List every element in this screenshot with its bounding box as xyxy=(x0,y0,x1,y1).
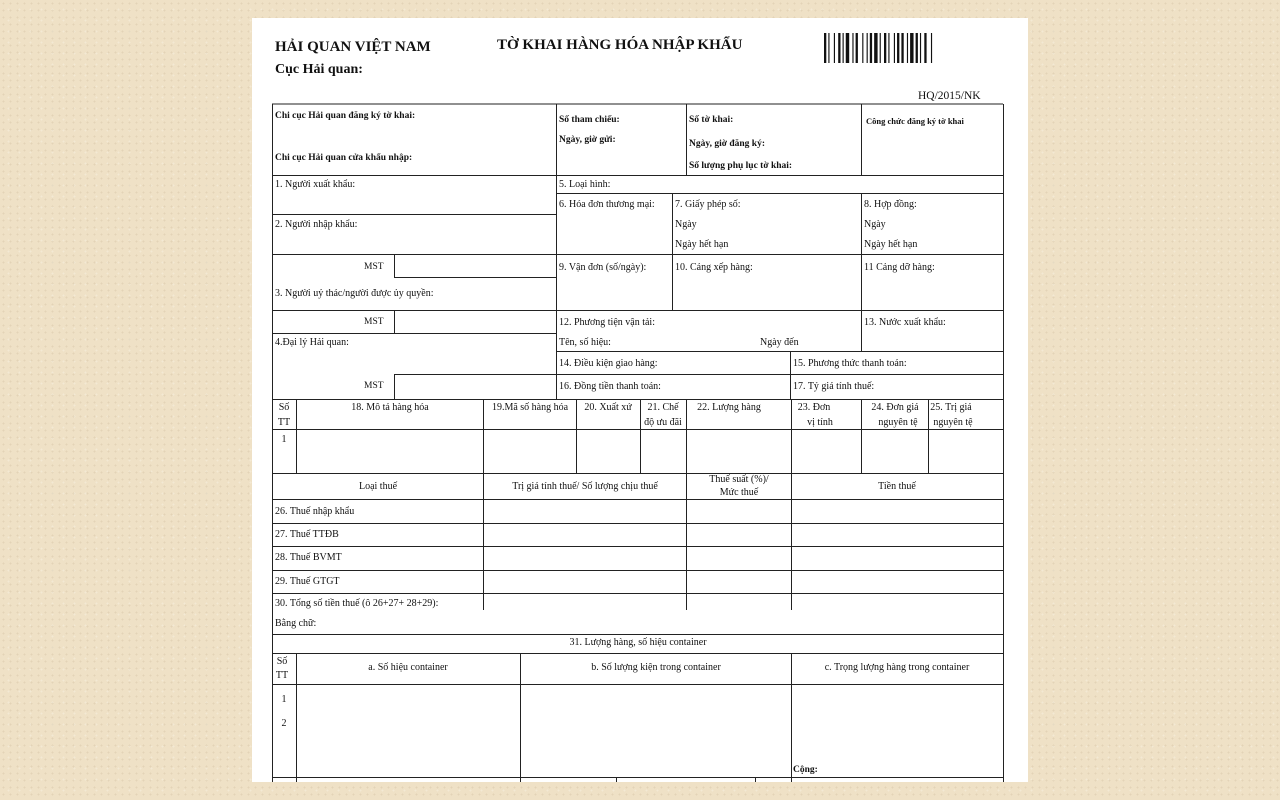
tax-rate-header-1: Thuế suất (%)/ xyxy=(709,474,769,485)
amount-in-words-label: Bằng chữ: xyxy=(275,618,317,629)
goods-no-header-2: TT xyxy=(277,417,291,428)
unit-price-header-2: nguyên tệ xyxy=(878,417,918,428)
barcode-bar xyxy=(901,33,903,63)
quantity-header: 22. Lượng hàng xyxy=(697,402,761,413)
importer-label: 2. Người nhập khẩu: xyxy=(275,219,358,230)
container-number-header: a. Số hiệu container xyxy=(368,662,448,673)
exporter-label: 1. Người xuất khẩu: xyxy=(275,179,356,190)
barcode-bar xyxy=(931,33,932,63)
barcode-bar xyxy=(880,33,881,63)
form-title: TỜ KHAI HÀNG HÓA NHẬP KHẨU xyxy=(497,37,743,53)
container-weight-header: c. Trọng lượng hàng trong container xyxy=(824,662,970,673)
value-header-2: nguyên tệ xyxy=(933,417,973,428)
barcode-bar xyxy=(824,33,826,63)
invoice-label: 6. Hóa đơn thương mại: xyxy=(559,199,655,210)
authorized-tax-code-label: MST xyxy=(364,317,384,327)
contract-date-label: Ngày xyxy=(864,219,886,230)
license-date-label: Ngày xyxy=(675,219,697,230)
container-row-2: 2 xyxy=(281,718,287,729)
barcode-bar xyxy=(856,33,858,63)
barcode-graphic xyxy=(824,33,990,63)
form-code: HQ/2015/NK xyxy=(918,90,981,102)
barcode-bar xyxy=(862,33,863,63)
goods-row-number: 1 xyxy=(281,434,287,445)
barcode-bar xyxy=(884,33,886,63)
barcode-bar xyxy=(916,33,918,63)
barcode-bar xyxy=(874,33,877,63)
container-sum-label: Cộng: xyxy=(793,765,818,775)
unit-header-2: vị tính xyxy=(807,417,833,428)
currency-label: 16. Đồng tiền thanh toán: xyxy=(559,381,661,392)
reference-number-label: Số tham chiếu: xyxy=(559,115,620,125)
barcode-bar xyxy=(852,33,853,63)
barcode-bar xyxy=(843,33,844,63)
license-label: 7. Giấy phép số: xyxy=(675,199,741,210)
appendix-count-label: Số lượng phụ lục tờ khai: xyxy=(689,161,793,171)
origin-header: 20. Xuất xứ xyxy=(584,402,632,413)
tax-row-special: 27. Thuế TTĐB xyxy=(275,529,339,540)
customs-agent-label: 4.Đại lý Hải quan: xyxy=(275,337,349,348)
importer-tax-code-label: MST xyxy=(364,262,384,272)
container-section-title: 31. Lượng hàng, số hiệu container xyxy=(569,637,707,648)
registration-date-label: Ngày, giờ đăng ký: xyxy=(689,139,765,149)
barcode-bar xyxy=(924,33,926,63)
department-label: Cục Hải quan: xyxy=(275,62,363,77)
export-country-label: 13. Nước xuất khẩu: xyxy=(864,317,946,328)
contract-label: 8. Hợp đồng: xyxy=(864,199,917,210)
unit-price-header-1: 24. Đơn giá xyxy=(871,402,919,413)
preference-header-2: độ ưu đãi xyxy=(644,417,682,428)
barcode-bar xyxy=(920,33,921,63)
delivery-terms-label: 14. Điều kiện giao hàng: xyxy=(559,358,658,369)
contract-expiry-label: Ngày hết hạn xyxy=(864,239,918,250)
tax-row-import: 26. Thuế nhập khẩu xyxy=(275,506,355,517)
unit-header-1: 23. Đơn xyxy=(797,402,831,413)
arrival-date-label: Ngày đến xyxy=(760,337,799,348)
preference-header-1: 21. Chế xyxy=(647,402,679,413)
border-office-label: Chi cục Hải quan cửa khẩu nhập: xyxy=(275,153,413,163)
barcode-bar xyxy=(834,33,835,63)
license-expiry-label: Ngày hết hạn xyxy=(675,239,729,250)
tax-rate-header-2: Mức thuế xyxy=(719,487,759,498)
tax-type-header: Loại thuế xyxy=(358,481,398,492)
description-header: 18. Mô tả hàng hóa xyxy=(351,402,429,413)
transport-label: 12. Phương tiện vận tải: xyxy=(559,317,655,328)
declaration-type-label: 5. Loại hình: xyxy=(559,179,611,190)
declaration-sheet xyxy=(252,18,1028,782)
barcode-bar xyxy=(910,33,913,63)
unloading-port-label: 11 Cảng dỡ hàng: xyxy=(864,262,935,273)
loading-port-label: 10. Cảng xếp hàng: xyxy=(675,262,753,273)
authorized-party-label: 3. Người uỷ thác/người được ủy quyền: xyxy=(275,288,434,299)
container-no-header-1: Số xyxy=(276,656,288,667)
officer-label: Công chức đăng ký tờ khai xyxy=(866,116,964,126)
tax-total-label: 30. Tổng số tiền thuế (ô 26+27+ 28+29): xyxy=(275,598,439,609)
barcode-bar xyxy=(894,33,895,63)
tax-amount-header: Tiền thuế xyxy=(878,481,916,492)
bill-of-lading-label: 9. Vận đơn (số/ngày): xyxy=(559,262,647,273)
value-header-1: 25. Trị giá xyxy=(930,402,972,413)
vehicle-name-label: Tên, số hiệu: xyxy=(559,337,611,348)
package-count-header: b. Số lượng kiện trong container xyxy=(591,662,721,673)
barcode-bar xyxy=(867,33,868,63)
barcode-bar xyxy=(897,33,899,63)
container-no-header-2: TT xyxy=(275,670,289,681)
barcode-bar xyxy=(870,33,872,63)
exchange-rate-label: 17. Tỷ giá tính thuế: xyxy=(793,381,875,392)
declaration-number-label: Số tờ khai: xyxy=(689,115,734,125)
barcode-bar xyxy=(846,33,849,63)
barcode-bar xyxy=(838,33,840,63)
container-row-1: 1 xyxy=(281,694,287,705)
barcode-bar xyxy=(907,33,908,63)
payment-method-label: 15. Phương thức thanh toán: xyxy=(793,358,907,369)
sent-date-label: Ngày, giờ gửi: xyxy=(559,135,616,145)
barcode-bar xyxy=(888,33,889,63)
taxable-value-header: Trị giá tính thuế/ Số lượng chịu thuế xyxy=(512,481,658,492)
agency-name: HẢI QUAN VIỆT NAM xyxy=(275,39,431,55)
hs-code-header: 19.Mã số hàng hóa xyxy=(491,402,569,413)
tax-row-environment: 28. Thuế BVMT xyxy=(275,552,342,563)
goods-no-header-1: Số xyxy=(278,402,290,413)
agent-tax-code-label: MST xyxy=(364,381,384,391)
register-office-label: Chi cục Hải quan đăng ký tờ khai: xyxy=(275,111,416,121)
barcode-bar xyxy=(828,33,829,63)
tax-row-vat: 29. Thuế GTGT xyxy=(275,576,340,587)
